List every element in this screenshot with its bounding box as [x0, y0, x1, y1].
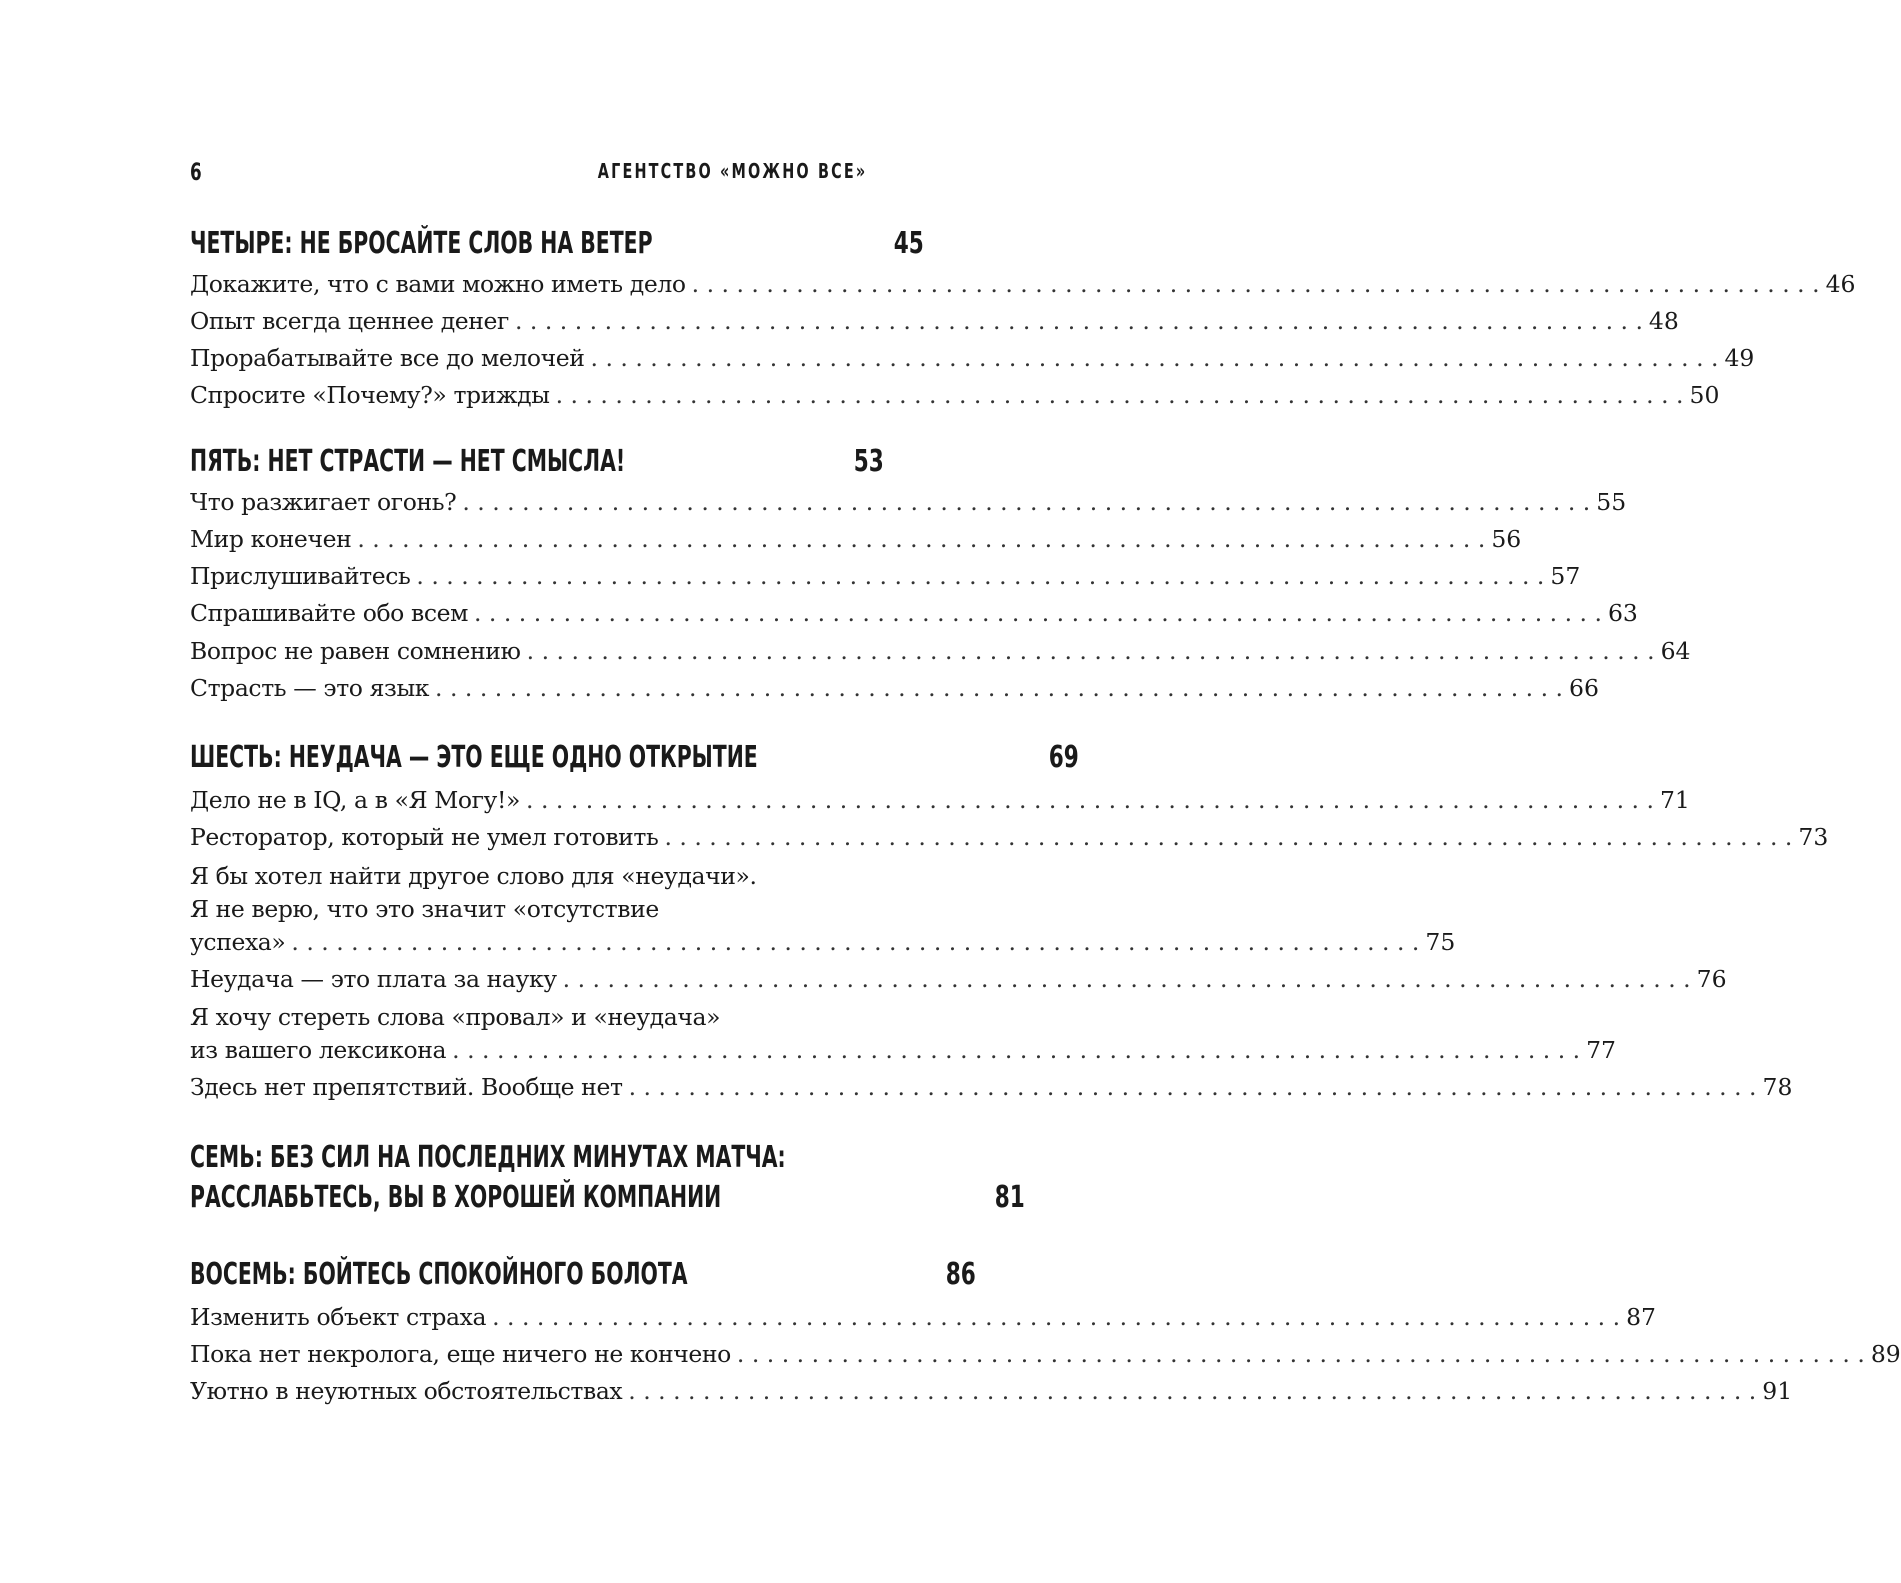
dot-leader [452, 1036, 1580, 1064]
section-entry[interactable] [190, 305, 1679, 337]
dot-leader [435, 674, 1563, 702]
section-page: 55 [1596, 488, 1627, 516]
section-entry[interactable] [190, 784, 1690, 816]
section-title: Неудача — это плата за науку [190, 965, 557, 993]
section-title: успеха» [190, 928, 286, 956]
section-entry[interactable] [190, 486, 1627, 518]
section-page: 78 [1762, 1073, 1793, 1101]
section-title: Что разжигает огонь? [190, 488, 457, 516]
chapter-title: РАССЛАБЬТЕСЬ, ВЫ В ХОРОШЕЙ КОМПАНИИ [190, 1180, 722, 1215]
section-page: 50 [1689, 381, 1720, 409]
chapter-entry[interactable] [190, 740, 1079, 775]
section-page: 46 [1825, 270, 1856, 298]
section-page: 75 [1425, 928, 1456, 956]
section-title: Страсть — это язык [190, 674, 430, 702]
section-title: Опыт всегда ценнее денег [190, 307, 509, 335]
chapter-entry[interactable] [190, 1180, 1025, 1215]
section-page: 76 [1696, 965, 1727, 993]
dot-leader [628, 1377, 1756, 1405]
section-title-line: Я хочу стереть слова «провал» и «неудача» [190, 1003, 721, 1031]
dot-leader [591, 344, 1719, 372]
section-page: 66 [1569, 674, 1599, 702]
section-title: Дело не в IQ, а в «Я Могу!» [190, 786, 520, 814]
section-entry[interactable] [190, 1338, 1901, 1370]
section-title: Докажите, что с вами можно иметь дело [190, 270, 686, 298]
dot-leader [492, 1303, 1620, 1331]
section-page: 49 [1724, 344, 1755, 372]
running-title: АГЕНТСТВО «МОЖНО ВСЕ» [597, 159, 867, 183]
section-page: 48 [1648, 307, 1679, 335]
chapter-title: ПЯТЬ: НЕТ СТРАСТИ — НЕТ СМЫСЛА! [190, 444, 626, 479]
section-title-line: Я бы хотел найти другое слово для «неудачи». [190, 862, 757, 890]
section-title: Мир конечен [190, 525, 352, 553]
section-page: 56 [1491, 525, 1522, 553]
section-entry[interactable] [190, 523, 1522, 555]
dot-leader [527, 637, 1655, 665]
chapter-entry[interactable] [190, 1257, 976, 1292]
chapter-page: 53 [853, 444, 884, 479]
section-page: 57 [1550, 562, 1581, 590]
chapter-entry[interactable] [190, 444, 884, 479]
section-entry[interactable] [190, 268, 1856, 300]
section-entry[interactable] [190, 560, 1581, 592]
section-page: 89 [1870, 1340, 1901, 1368]
dot-leader [462, 488, 1590, 516]
section-page: 77 [1586, 1036, 1617, 1064]
chapter-page: 81 [994, 1180, 1025, 1215]
chapter-title: ЧЕТЫРЕ: НЕ БРОСАЙТЕ СЛОВ НА ВЕТЕР [190, 226, 653, 261]
section-entry[interactable] [190, 597, 1638, 629]
section-title: Спрашивайте обо всем [190, 599, 468, 627]
section-entry[interactable] [190, 1301, 1656, 1333]
section-title-line: Я не верю, что это значит «отсутствие [190, 895, 659, 923]
section-page: 64 [1660, 637, 1691, 665]
dot-leader [357, 525, 1485, 553]
section-title: Изменить объект страха [190, 1303, 487, 1331]
chapter-page: 69 [1048, 740, 1079, 775]
section-entry[interactable] [190, 1375, 1793, 1407]
section-page: 87 [1626, 1303, 1656, 1331]
chapter-title: ШЕСТЬ: НЕУДАЧА — ЭТО ЕЩЕ ОДНО ОТКРЫТИЕ [190, 740, 758, 775]
dot-leader [474, 599, 1602, 627]
page-number: 6 [190, 158, 202, 186]
section-page: 91 [1762, 1377, 1793, 1405]
chapter-entry[interactable] [190, 226, 924, 261]
dot-leader [737, 1340, 1865, 1368]
section-title: Вопрос не равен сомнению [190, 637, 521, 665]
dot-leader [556, 381, 1684, 409]
chapter-page: 86 [945, 1257, 976, 1292]
section-entry[interactable] [190, 926, 1456, 958]
chapter-title: ВОСЕМЬ: БОЙТЕСЬ СПОКОЙНОГО БОЛОТА [190, 1257, 688, 1292]
section-title: Спросите «Почему?» трижды [190, 381, 550, 409]
dot-leader [563, 965, 1691, 993]
dot-leader [692, 270, 1820, 298]
section-page: 63 [1607, 599, 1638, 627]
section-page: 71 [1659, 786, 1690, 814]
section-entry[interactable] [190, 342, 1755, 374]
dot-leader [629, 1073, 1757, 1101]
section-title: Пока нет некролога, еще ничего не кончено [190, 1340, 731, 1368]
section-entry[interactable] [190, 635, 1691, 667]
section-entry[interactable] [190, 1071, 1793, 1103]
chapter-title-line: СЕМЬ: БЕЗ СИЛ НА ПОСЛЕДНИХ МИНУТАХ МАТЧА: [190, 1140, 786, 1175]
section-title: Уютно в неуютных обстоятельствах [190, 1377, 623, 1405]
dot-leader [515, 307, 1643, 335]
dot-leader [526, 786, 1654, 814]
section-entry[interactable] [190, 379, 1720, 411]
section-title: из вашего лексикона [190, 1036, 447, 1064]
section-title: Прислушивайтесь [190, 562, 411, 590]
section-entry[interactable] [190, 672, 1599, 704]
section-page: 73 [1798, 823, 1829, 851]
section-title: Прорабатывайте все до мелочей [190, 344, 585, 372]
dot-leader [416, 562, 1544, 590]
section-entry[interactable] [190, 1034, 1617, 1066]
section-title: Здесь нет препятствий. Вообще нет [190, 1073, 623, 1101]
chapter-page: 45 [893, 226, 924, 261]
section-entry[interactable] [190, 821, 1829, 853]
section-entry[interactable] [190, 963, 1727, 995]
section-title: Ресторатор, который не умел готовить [190, 823, 659, 851]
dot-leader [291, 928, 1419, 956]
dot-leader [664, 823, 1792, 851]
